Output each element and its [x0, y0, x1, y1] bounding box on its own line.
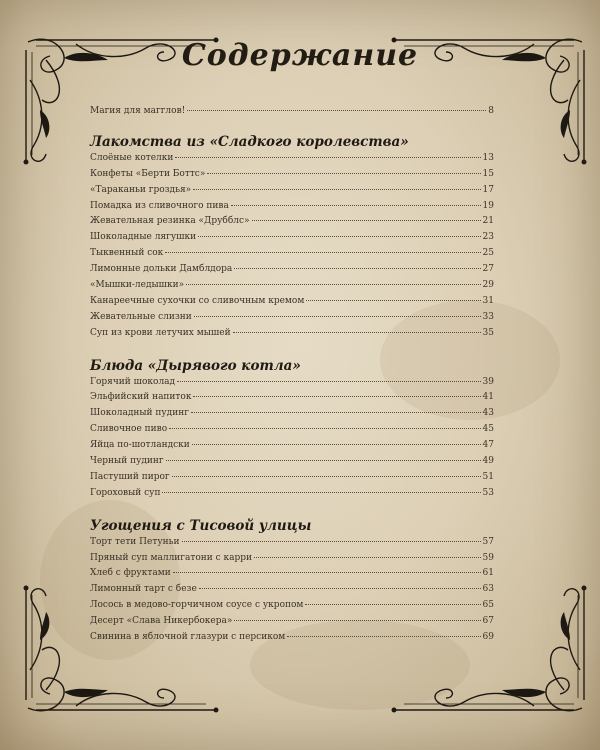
dot-leader	[199, 587, 481, 589]
dot-leader	[193, 395, 480, 397]
toc-entry-page: 23	[482, 232, 494, 243]
toc-entry-page: 39	[482, 376, 494, 387]
toc-entry[interactable]	[90, 199, 494, 215]
toc-entry-page: 19	[482, 200, 494, 211]
toc-entry-text: Жевательные слизни	[90, 311, 192, 322]
toc-entry-page: 29	[482, 280, 494, 291]
dot-leader	[187, 109, 486, 111]
toc-entry-text: Гороховый суп	[90, 487, 161, 498]
toc-entry-text: «Мышки-ледышки»	[90, 280, 185, 291]
dot-leader	[186, 283, 480, 285]
dot-leader	[252, 219, 481, 221]
toc-entry-page: 67	[482, 616, 494, 627]
toc-entry-page: 49	[482, 456, 494, 467]
dot-leader	[177, 380, 480, 382]
toc-entry[interactable]	[90, 262, 494, 278]
dot-leader	[191, 411, 481, 413]
toc-entry[interactable]	[90, 551, 494, 567]
toc-entry[interactable]	[90, 582, 494, 598]
toc-entry-text: Шоколадные лягушки	[90, 232, 197, 243]
toc-entry-page: 8	[488, 106, 494, 116]
toc-entry-text: Жевательная резинка «Друбблс»	[90, 216, 250, 227]
toc-entry[interactable]	[90, 454, 494, 470]
toc-entry[interactable]	[90, 422, 494, 438]
toc-entry-text: Свинина в яблочной глазури с персиком	[90, 632, 286, 643]
toc-entry-text: Лимонные дольки Дамблдора	[90, 264, 233, 275]
toc-entry-page: 61	[482, 568, 494, 579]
dot-leader	[169, 427, 480, 429]
dot-leader	[175, 156, 480, 158]
dot-leader	[162, 491, 480, 493]
toc-entry-text: Тыквенный сок	[90, 248, 164, 259]
toc-entry-text: Слоёные котелки	[90, 152, 174, 163]
dot-leader	[287, 635, 480, 637]
toc-entry-page: 17	[482, 184, 494, 195]
toc-entry[interactable]	[90, 214, 494, 230]
toc-entry-page: 15	[482, 168, 494, 179]
section-heading: Лакомства из «Сладкого королевства»	[90, 133, 409, 150]
toc-entry-text: Горячий шоколад	[90, 376, 176, 387]
toc-entry-page: 69	[482, 632, 494, 643]
toc-entry-text: Конфеты «Берти Боттс»	[90, 168, 206, 179]
toc-entry-page: 31	[482, 295, 494, 306]
dot-leader	[306, 299, 480, 301]
toc-entry[interactable]	[90, 438, 494, 454]
toc-entry-text: Яйца по-шотландски	[90, 440, 190, 451]
toc-entry-text: Помадка из сливочного пива	[90, 200, 229, 211]
dot-leader	[254, 556, 480, 558]
toc-entry-page: 41	[482, 392, 494, 403]
toc-entry-page: 25	[482, 248, 494, 259]
dot-leader	[194, 315, 481, 317]
toc-entry[interactable]	[90, 183, 494, 199]
toc-entry-text: Пастуший пирог	[90, 471, 170, 482]
toc-entry-page: 53	[482, 487, 494, 498]
section-items	[90, 375, 494, 502]
toc-entry[interactable]	[90, 375, 494, 391]
toc-entry-page: 33	[482, 311, 494, 322]
toc-entry-page: 45	[482, 424, 494, 435]
toc-entry[interactable]	[90, 246, 494, 262]
toc-entry[interactable]	[90, 167, 494, 183]
toc-entry-text: Сливочное пиво	[90, 424, 168, 435]
toc-entry[interactable]	[90, 486, 494, 502]
dot-leader	[166, 459, 481, 461]
toc-entry[interactable]	[90, 151, 494, 167]
toc-entry[interactable]	[90, 278, 494, 294]
dot-leader	[234, 619, 480, 621]
toc-entry-text: Лимонный тарт с безе	[90, 584, 197, 595]
toc-entry-text: Магия для магглов!	[90, 106, 186, 116]
dot-leader	[198, 235, 480, 237]
toc-entry[interactable]	[90, 406, 494, 422]
dot-leader	[233, 331, 481, 333]
toc-entry[interactable]	[90, 390, 494, 406]
dot-leader	[305, 603, 480, 605]
toc-entry-text: Хлеб с фруктами	[90, 568, 171, 579]
toc-entry-intro[interactable]	[90, 104, 494, 120]
dot-leader	[234, 267, 480, 269]
toc-entry-text: Суп из крови летучих мышей	[90, 327, 231, 338]
dot-leader	[193, 188, 480, 190]
toc-entry[interactable]	[90, 598, 494, 614]
toc-entry[interactable]	[90, 230, 494, 246]
toc-entry[interactable]	[90, 614, 494, 630]
toc-entry-text: Черный пудинг	[90, 456, 164, 467]
toc-entry-page: 63	[482, 584, 494, 595]
dot-leader	[173, 571, 481, 573]
toc-entry-page: 43	[482, 408, 494, 419]
toc-entry-text: Лосось в медово-горчичном соусе с укропом	[90, 600, 304, 611]
toc-entry-page: 59	[482, 552, 494, 563]
toc-entry-text: Пряный суп маллигатони с карри	[90, 552, 253, 563]
toc-entry-page: 65	[482, 600, 494, 611]
dot-leader	[172, 475, 481, 477]
toc-entry[interactable]	[90, 566, 494, 582]
toc-entry[interactable]	[90, 630, 494, 646]
dot-leader	[165, 251, 480, 253]
toc-entry-text: «Тараканьи гроздья»	[90, 184, 192, 195]
toc-entry-page: 27	[482, 264, 494, 275]
toc-entry-page: 35	[482, 327, 494, 338]
toc-list	[90, 104, 494, 646]
dot-leader	[207, 172, 480, 174]
toc-entry[interactable]	[90, 470, 494, 486]
toc-entry-text: Торт тети Петуньи	[90, 536, 180, 547]
toc-entry-text: Десерт «Слава Никербокера»	[90, 616, 233, 627]
section-items	[90, 535, 494, 646]
section-items	[90, 151, 494, 342]
toc-entry-page: 57	[482, 536, 494, 547]
toc-entry[interactable]	[90, 310, 494, 326]
section-heading: Блюда «Дырявого котла»	[90, 357, 301, 374]
toc-entry-page: 51	[482, 471, 494, 482]
toc-entry-page: 13	[482, 152, 494, 163]
dot-leader	[182, 540, 481, 542]
toc-entry[interactable]	[90, 294, 494, 310]
toc-entry-text: Шоколадный пудинг	[90, 408, 189, 419]
toc-entry[interactable]	[90, 535, 494, 551]
page-title: Содержание	[181, 38, 419, 73]
section-heading: Угощения с Тисовой улицы	[90, 517, 312, 534]
toc-entry-page: 21	[482, 216, 494, 227]
toc-entry-page: 47	[482, 440, 494, 451]
toc-entry-text: Эльфийский напиток	[90, 392, 192, 403]
toc-entry-text: Канареечные сухочки со сливочным кремом	[90, 295, 305, 306]
dot-leader	[231, 204, 481, 206]
dot-leader	[192, 443, 481, 445]
toc-entry[interactable]	[90, 326, 494, 342]
